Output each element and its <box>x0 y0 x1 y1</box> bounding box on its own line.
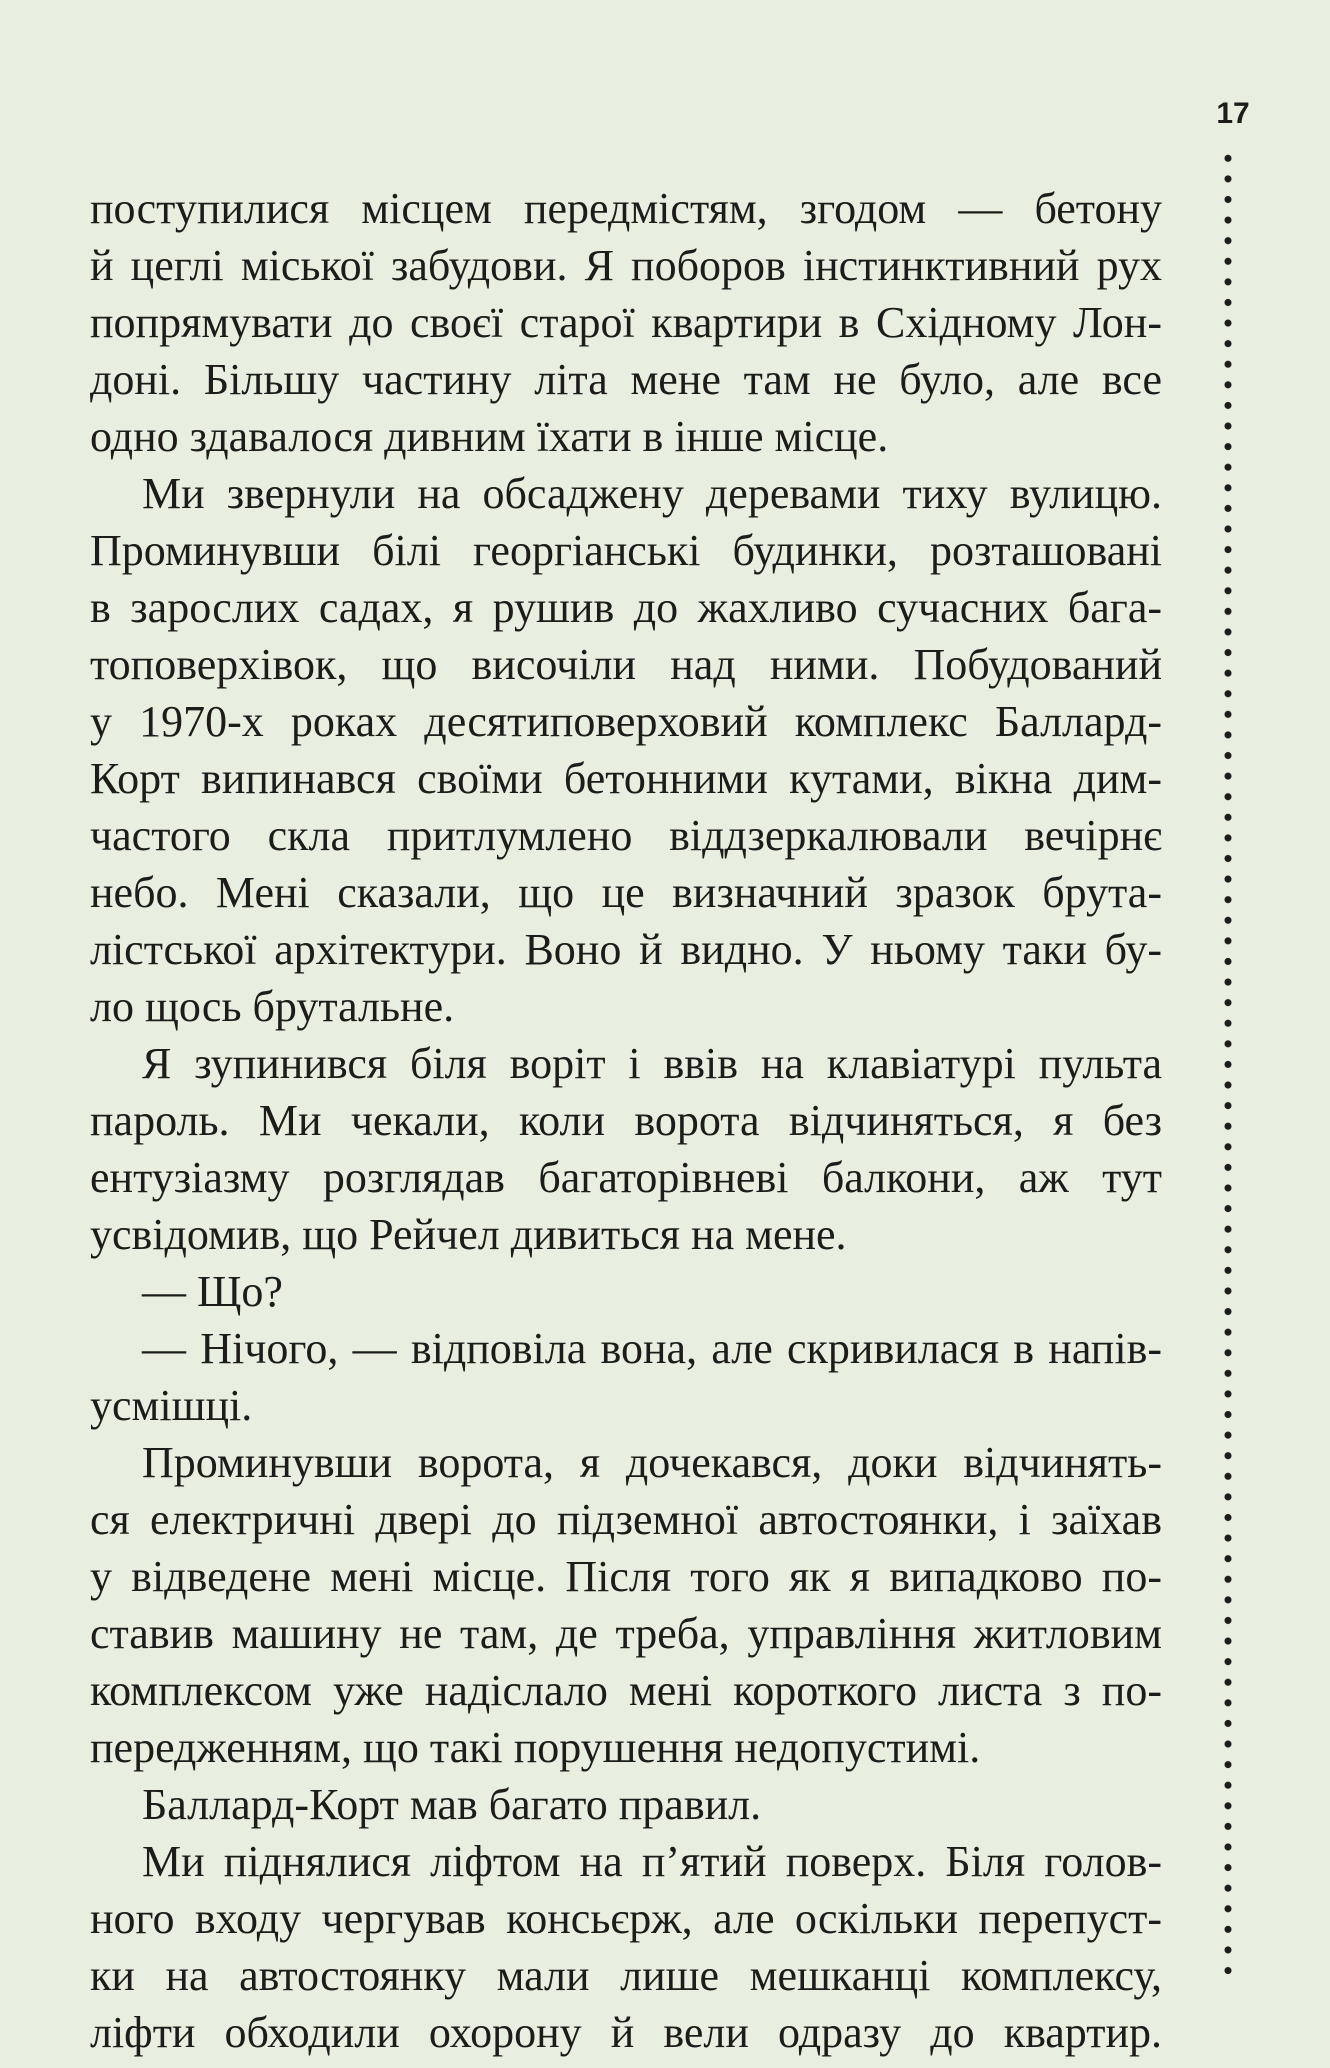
text-line: й цеглі міської забудови. Я поборов інстинктивний рух <box>90 241 1162 290</box>
text-line: Ми звернули на обсаджену деревами тиху вулицю. <box>142 469 1162 518</box>
text-line: пароль. Ми чекали, коли ворота відчиняться, я без <box>90 1096 1162 1145</box>
text-line: небо. Мені сказали, що це визначний зразок брута- <box>90 868 1162 917</box>
text-line: комплексом уже надіслало мені короткого листа з по- <box>90 1666 1162 1715</box>
text-line: в зарослих садах, я рушив до жахливо сучасних бага- <box>90 583 1162 632</box>
text-line: ного входу чергував консьєрж, але оскільки перепуст- <box>90 1894 1162 1943</box>
text-line: Проминувши білі георгіанські будинки, розташовані <box>90 526 1162 575</box>
text-line: поступилися місцем передмістям, згодом — бетону <box>90 184 1162 233</box>
text-line: Баллард-Корт мав багато правил. <box>142 1780 762 1829</box>
text-line: ки на автостоянку мали лише мешканці комплексу, <box>90 1951 1162 2000</box>
body-text <box>90 180 1162 2061</box>
text-line: усвідомив, що Рейчел дивиться на мене. <box>90 1210 847 1259</box>
text-line: топоверхівок, що височіли над ними. Побудований <box>90 640 1162 689</box>
text-line: — Нічого, — відповіла вона, але скривилася в напів- <box>142 1324 1162 1373</box>
text-line: ентузіазму розглядав багаторівневі балкони, аж тут <box>90 1153 1162 1202</box>
text-line: попрямувати до своєї старої квартири в Східному Лон- <box>90 298 1162 347</box>
page-number: 17 <box>1216 97 1250 130</box>
text-line: ліфти обходили охорону й вели одразу до квартир. <box>90 2008 1162 2057</box>
text-line: у 1970-х роках десятиповерховий комплекс Баллард- <box>90 697 1162 746</box>
text-line: доні. Більшу частину літа мене там не було, але все <box>90 355 1162 404</box>
text-line: усмішці. <box>90 1381 253 1430</box>
text-line: ставив машину не там, де треба, управління житловим <box>90 1609 1162 1658</box>
text-line: одно здавалося дивним їхати в інше місце. <box>90 412 889 461</box>
text-line: ло щось брутальне. <box>90 982 455 1031</box>
text-line: Корт випинався своїми бетонними кутами, вікна дим- <box>90 754 1162 803</box>
text-line: Ми піднялися ліфтом на п’ятий поверх. Біля голов- <box>142 1837 1162 1886</box>
dotted-margin-rule <box>1223 148 1233 1978</box>
text-line: лістської архітектури. Воно й видно. У ньому таки бу- <box>90 925 1162 974</box>
text-line: передженням, що такі порушення недопустимі. <box>90 1723 981 1772</box>
text-line: у відведене мені місце. Після того як я випадково по- <box>90 1552 1162 1601</box>
text-line: — Що? <box>142 1267 283 1316</box>
text-line: частого скла притлумлено віддзеркалювали вечірнє <box>90 811 1162 860</box>
text-line: Я зупинився біля воріт і ввів на клавіатурі пульта <box>142 1039 1162 1088</box>
text-line: ся електричні двері до підземної автостоянки, і заїхав <box>90 1495 1162 1544</box>
text-line: Проминувши ворота, я дочекався, доки відчинять- <box>142 1438 1162 1487</box>
